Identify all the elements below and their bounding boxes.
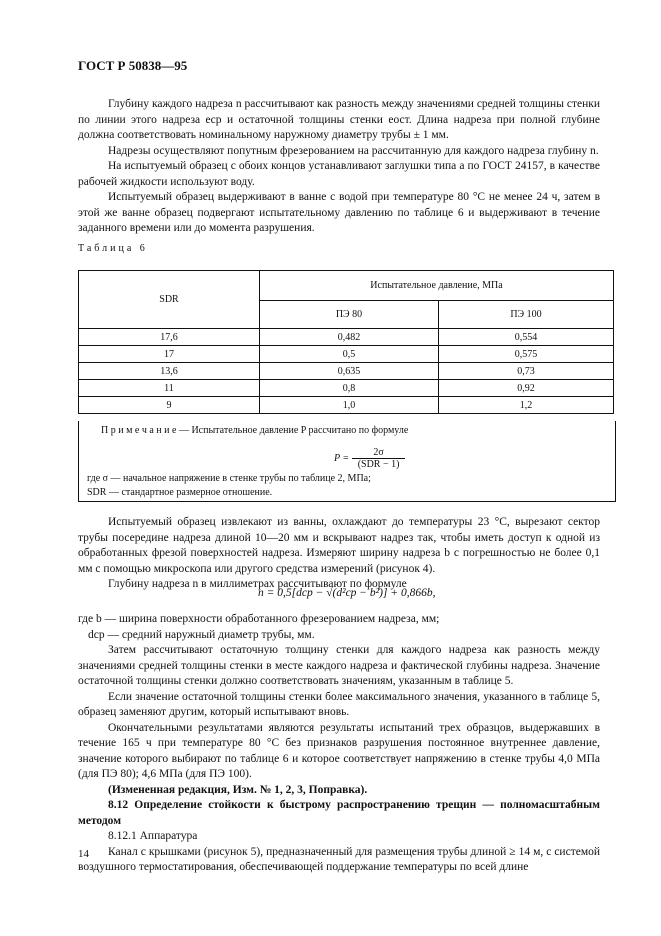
- note-formula: [334, 447, 405, 470]
- cell-pe100: 0,73: [439, 363, 614, 380]
- cell-sdr: 17: [79, 346, 260, 363]
- table-label: Таблица 6: [78, 243, 148, 254]
- cell-pe80: 0,635: [260, 363, 439, 380]
- table-row: [79, 346, 614, 363]
- cell-pe80: 0,482: [260, 329, 439, 346]
- page-number: 14: [78, 848, 89, 860]
- table-row: [79, 363, 614, 380]
- cell-pe80: 0,5: [260, 346, 439, 363]
- cell-sdr: 17,6: [79, 329, 260, 346]
- paragraph: Окончательными результатами являются результаты испытаний трех образцов, выдержавших в течение 165 ч при температуре 80 °С без признаков разрушения постоянное внутреннее давление, значение которого выбирают по таблице 6 и которое соответствует напряжению в стенке трубы 4,0 МПа (для ПЭ 80); 4,6 МПа (для ПЭ 100).: [78, 721, 600, 780]
- cell-pe80: 1,0: [260, 397, 439, 414]
- table-row: [79, 380, 614, 397]
- subsection-heading: 8.12.1 Аппаратура: [108, 830, 198, 842]
- table-row: [79, 397, 614, 414]
- document-header: ГОСТ Р 50838—95: [78, 58, 188, 73]
- header-sdr: SDR: [79, 271, 260, 329]
- results-text: [78, 612, 600, 876]
- paragraph: На испытуемый образец с обоих концов устанавливают заглушки типа а по ГОСТ 24157, в качестве рабочей жидкости используют воду.: [78, 160, 600, 188]
- formula-numerator: 2σ: [352, 447, 406, 459]
- method-text: [78, 515, 600, 593]
- paragraph: Глубину каждого надреза n рассчитывают как разность между значениями средней толщины стенки по линии этого надреза eср и остаточной толщины стенки eост. Длина надреза при полной глубине должна соответствовать номинальному наружному диаметру трубы ± 1 мм.: [78, 98, 600, 141]
- formula-fraction: [352, 447, 406, 470]
- formula-depth: n = 0,5[dср − √(d²ср − b²)] + 0,866b,: [258, 587, 436, 599]
- cell-pe100: 0,92: [439, 380, 614, 397]
- paragraph: dср — средний наружный диаметр трубы, мм.: [88, 628, 315, 641]
- paragraph: Глубину надреза n в миллиметрах рассчитывают по формуле: [108, 578, 407, 590]
- table-row: [79, 329, 614, 346]
- cell-sdr: 11: [79, 380, 260, 397]
- paragraph: Если значение остаточной толщины стенки более максимального значения, указанного в таблице 5, образец заменяют другим, который испытывают вновь.: [78, 690, 600, 718]
- amendment-note: (Измененная редакция, Изм. № 1, 2, 3, Поправка).: [108, 783, 368, 796]
- section-heading: 8.12 Определение стойкости к быстрому распространению трещин — полномасштабным методом: [78, 799, 600, 827]
- paragraph: Испытуемый образец выдерживают в ванне с водой при температуре 80 °С не менее 24 ч, затем в этой же ванне образец подвергают испытательному давлению по таблице 6 и выдерживают в течение заданного времени или до момента разрушения.: [78, 191, 600, 234]
- cell-sdr: 13,6: [79, 363, 260, 380]
- note-line: SDR — стандартное размерное отношение.: [87, 487, 273, 498]
- formula-denominator: (SDR − 1): [357, 459, 400, 470]
- formula-lhs: P =: [334, 452, 350, 464]
- note-line: где σ — начальное напряжение в стенке трубы по таблице 2, МПа;: [87, 473, 371, 484]
- paragraph: Надрезы осуществляют попутным фрезерованием на рассчитанную для каждого надреза глубину n.: [108, 144, 599, 157]
- paragraph: где b — ширина поверхности обработанного фрезерованием надреза, мм;: [78, 613, 440, 625]
- table-6: [78, 270, 614, 414]
- cell-sdr: 9: [79, 397, 260, 414]
- cell-pe100: 0,575: [439, 346, 614, 363]
- header-pe80: ПЭ 80: [260, 301, 439, 329]
- cell-pe100: 1,2: [439, 397, 614, 414]
- paragraph: Испытуемый образец извлекают из ванны, охлаждают до температуры 23 °С, вырезают сектор трубы посередине надреза длиной 10—20 мм и вскрывают надрез так, чтобы иметь доступ к одной из обработанных фрезой поверхностей надреза. Измеряют ширину надреза b с погрешностью не более 0,1 мм с помощью микроскопа или другого средства измерений (рисунок 4).: [78, 516, 600, 575]
- header-pressure: Испытательное давление, МПа: [260, 271, 614, 301]
- note-line: П р и м е ч а н и е — Испытательное давление P рассчитано по формуле: [101, 425, 409, 436]
- table-note: [78, 421, 616, 502]
- cell-pe80: 0,8: [260, 380, 439, 397]
- paragraph: Канал с крышками (рисунок 5), предназначенный для размещения трубы длиной ≥ 14 м, с системой воздушного термостатирования, обеспечивающей поддержание температуры по всей длине: [78, 845, 600, 873]
- paragraph: Затем рассчитывают остаточную толщину стенки для каждого надреза как разность между значениями средней толщины стенки в месте каждого надреза и фактической глубины надреза. Значение остаточной толщины стенки должно соответствовать значениям, указанным в таблице 5.: [78, 644, 600, 687]
- intro-text: [78, 97, 600, 237]
- header-pe100: ПЭ 100: [439, 301, 614, 329]
- cell-pe100: 0,554: [439, 329, 614, 346]
